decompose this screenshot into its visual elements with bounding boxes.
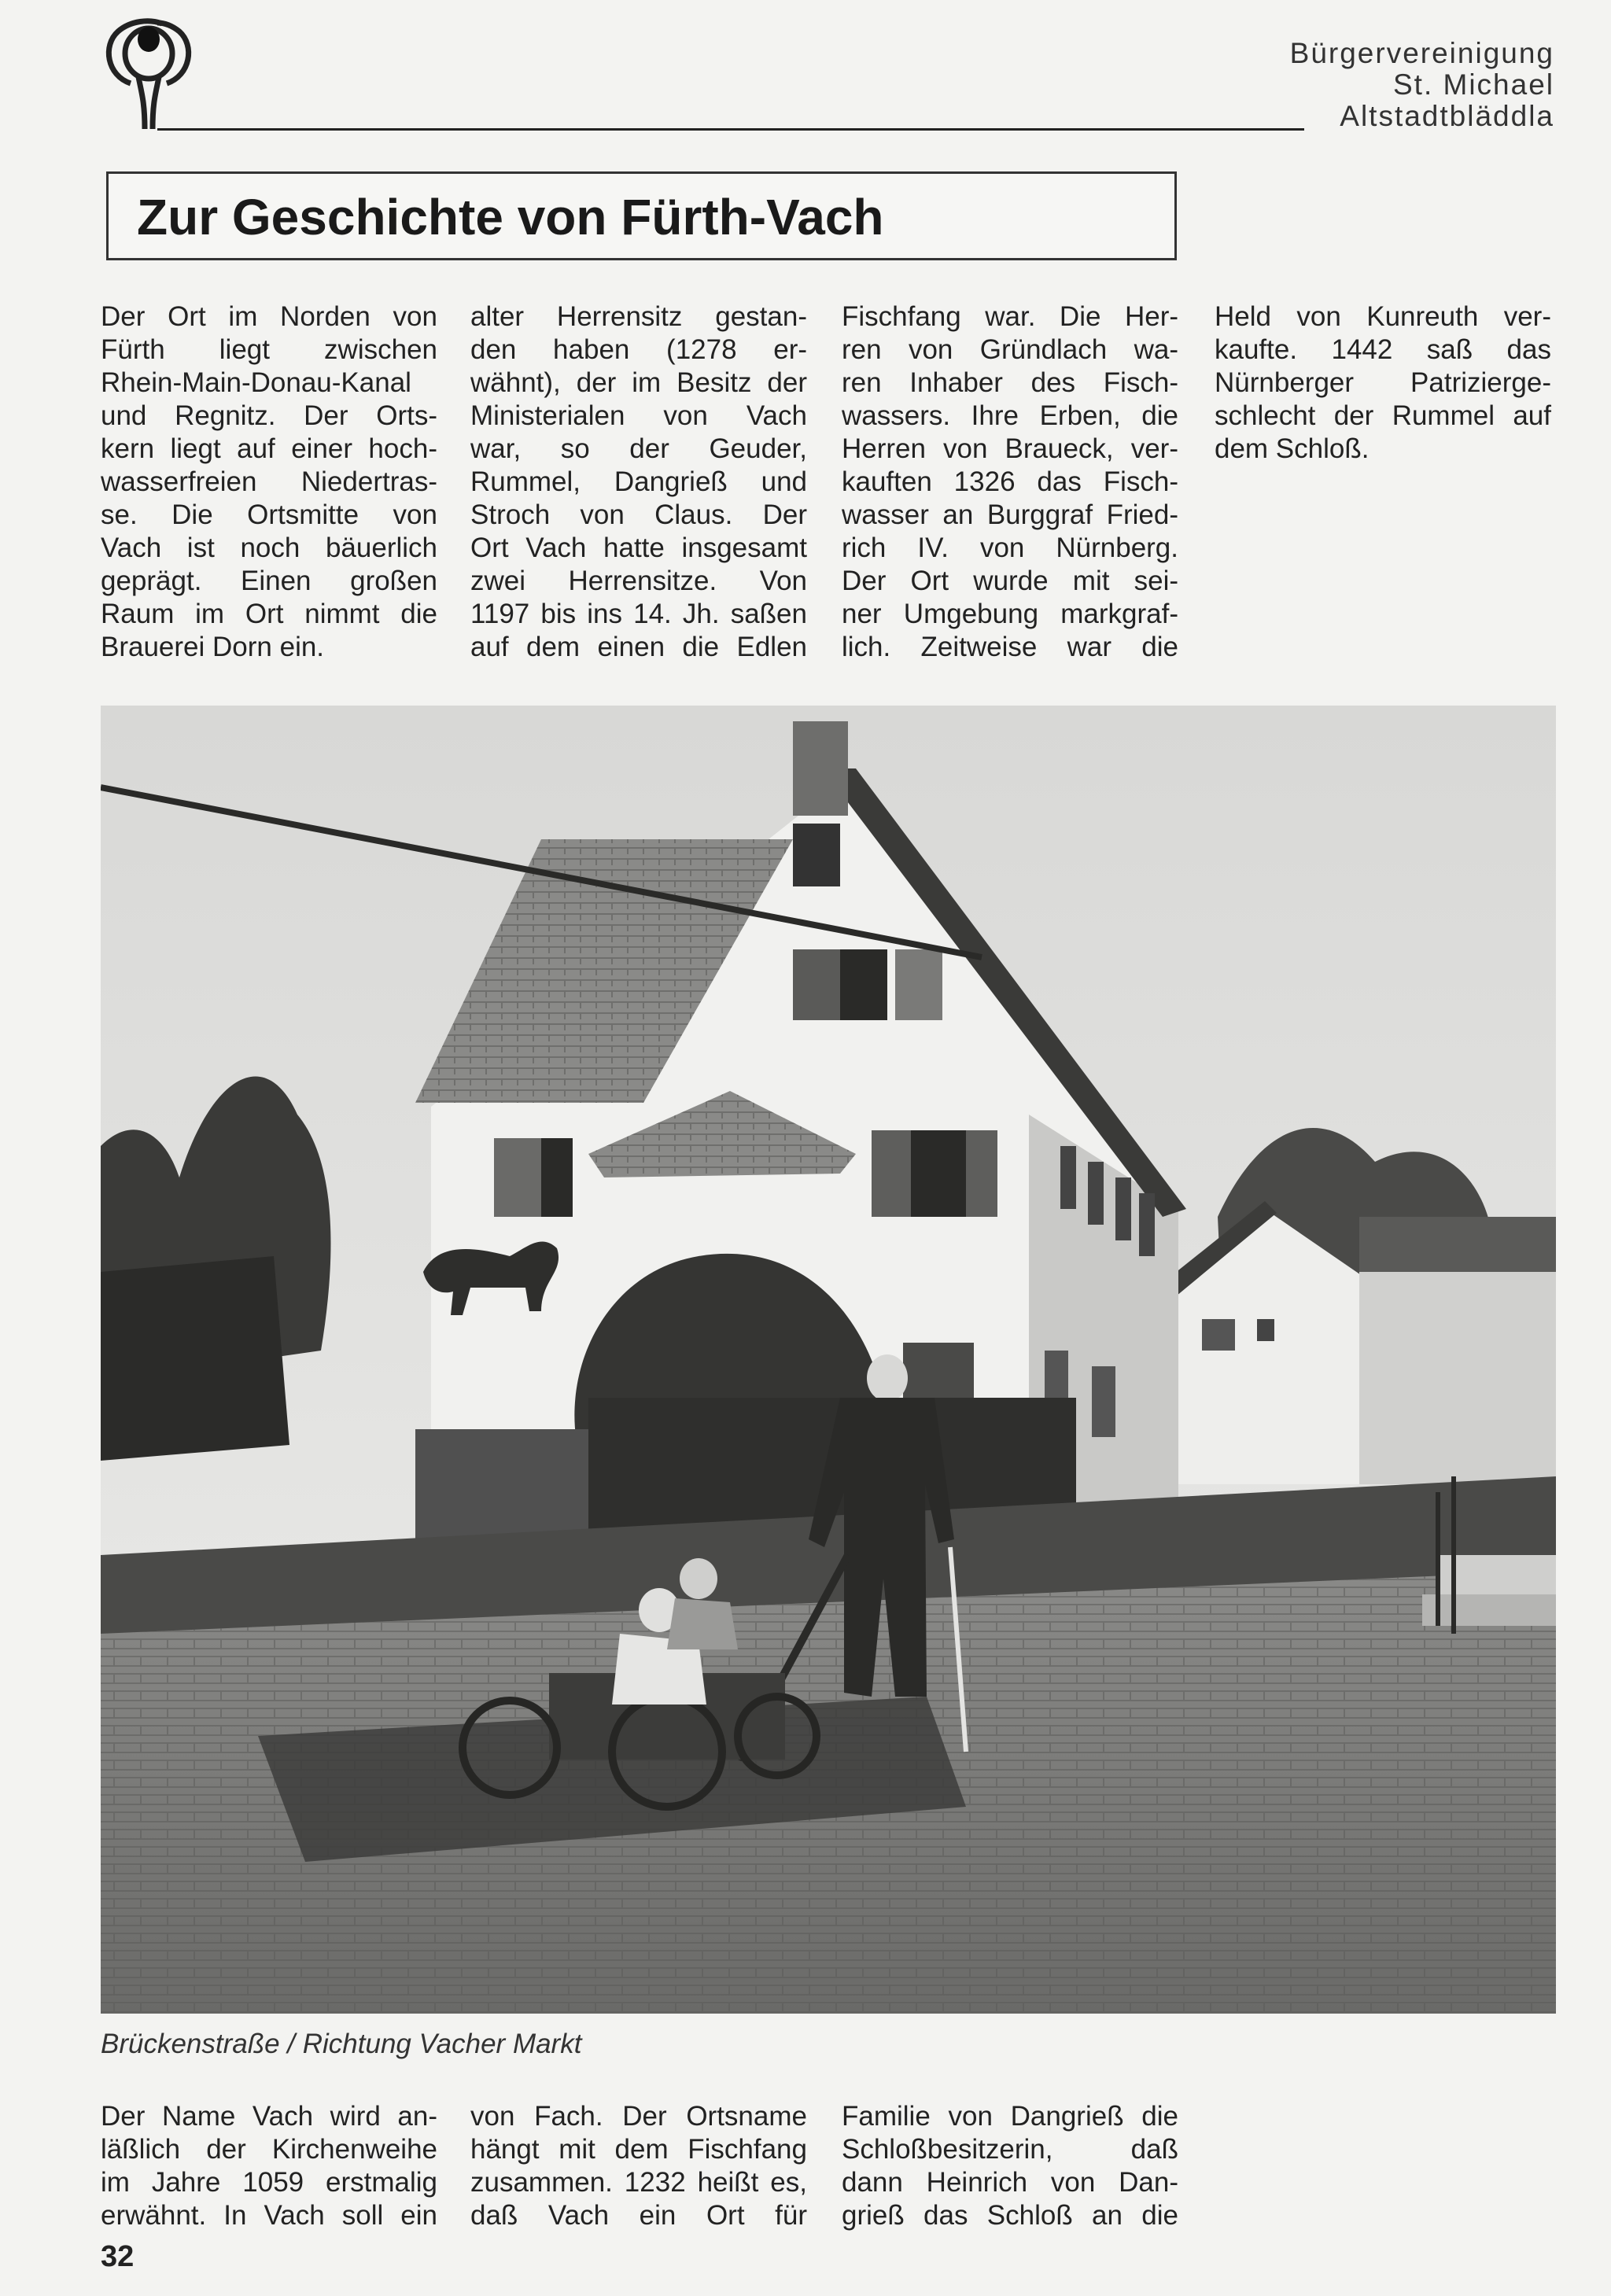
text-line: Schloßbesitzerin, daß xyxy=(842,2134,1178,2165)
text-line: Rummel, Dangrieß und xyxy=(470,466,807,497)
text-line: Familie von Dangrieß die xyxy=(842,2101,1178,2132)
text-line: Nürnberger Patrizierge- xyxy=(1215,367,1551,398)
publisher-line: Altstadtbläddla xyxy=(1340,100,1554,132)
text-line: ren Inhaber des Fisch- xyxy=(842,367,1178,398)
publisher-line: St. Michael xyxy=(1392,68,1554,101)
text-column-1 xyxy=(101,300,437,664)
text-line: den haben (1278 er- xyxy=(470,334,807,365)
text-line: war, so der Geuder, xyxy=(470,433,807,464)
text-line: se. Die Ortsmitte von xyxy=(101,499,437,530)
association-logo-icon xyxy=(99,14,198,129)
text-line: Ministerialen von Vach xyxy=(470,400,807,431)
text-line: kauften 1326 das Fisch- xyxy=(842,466,1178,497)
text-line: Fürth liegt zwischen xyxy=(101,334,437,365)
text-line: Der Ort im Norden von xyxy=(101,301,437,332)
text-line: kaufte. 1442 saß das xyxy=(1215,334,1551,365)
text-line: läßlich der Kirchenweihe xyxy=(101,2134,437,2165)
text-line: Held von Kunreuth ver- xyxy=(1215,301,1551,332)
text-line: wasser an Burggraf Fried- xyxy=(842,499,1178,530)
text-line: Raum im Ort nimmt die xyxy=(101,599,437,629)
text-column-bottom-1 xyxy=(101,2100,437,2232)
text-line: Der Ort wurde mit sei- xyxy=(842,566,1178,596)
text-line: Brauerei Dorn ein. xyxy=(101,632,325,662)
publisher-name xyxy=(1290,38,1554,132)
text-column-bottom-3 xyxy=(842,2100,1178,2232)
text-line: daß Vach ein Ort für xyxy=(470,2200,807,2231)
text-line: lich. Zeitweise war die xyxy=(842,632,1178,662)
text-column-bottom-2 xyxy=(470,2100,807,2232)
page-number: 32 xyxy=(101,2240,135,2273)
text-column-4 xyxy=(1215,300,1551,466)
text-line: kern liegt auf einer hoch- xyxy=(101,433,437,464)
historic-street-photo xyxy=(101,706,1556,2014)
article-title: Zur Geschichte von Fürth-Vach xyxy=(137,189,884,245)
text-line: im Jahre 1059 erstmalig xyxy=(101,2167,437,2198)
text-line: ner Umgebung markgraf- xyxy=(842,599,1178,629)
text-line: Vach ist noch bäuerlich xyxy=(101,533,437,563)
text-line: schlecht der Rummel auf xyxy=(1215,400,1551,431)
text-line: wähnt), der im Besitz der xyxy=(470,367,807,398)
text-line: Herren von Braueck, ver- xyxy=(842,433,1178,464)
text-line: auf dem einen die Edlen xyxy=(470,632,807,662)
text-line: wasserfreien Niedertras- xyxy=(101,466,437,497)
text-line: Fischfang war. Die Her- xyxy=(842,301,1178,332)
text-line: von Fach. Der Ortsname xyxy=(470,2101,807,2132)
text-line: dem Schloß. xyxy=(1215,433,1370,464)
text-line: zwei Herrensitze. Von xyxy=(470,566,807,596)
text-line: grieß das Schloß an die xyxy=(842,2200,1178,2231)
text-line: ren von Gründlach wa- xyxy=(842,334,1178,365)
text-line: Rhein-Main-Donau-Kanal xyxy=(101,367,411,398)
title-box xyxy=(106,171,1177,260)
photo-caption: Brückenstraße / Richtung Vacher Markt xyxy=(101,2029,582,2059)
text-line: und Regnitz. Der Orts- xyxy=(101,400,437,431)
text-line: hängt mit dem Fischfang xyxy=(470,2134,807,2165)
text-line: wassers. Ihre Erben, die xyxy=(842,400,1178,431)
text-column-2 xyxy=(470,300,807,664)
text-line: Der Name Vach wird an- xyxy=(101,2101,437,2132)
text-line: erwähnt. In Vach soll ein xyxy=(101,2200,437,2231)
text-line: alter Herrensitz gestan- xyxy=(470,301,807,332)
text-line: Ort Vach hatte insgesamt xyxy=(470,533,807,563)
text-line: rich IV. von Nürnberg. xyxy=(842,533,1178,563)
text-line: geprägt. Einen großen xyxy=(101,566,437,596)
text-line: Stroch von Claus. Der xyxy=(470,499,807,530)
publisher-line: Bürgervereinigung xyxy=(1289,37,1554,69)
text-line: zusammen. 1232 heißt es, xyxy=(470,2167,807,2198)
text-column-3 xyxy=(842,300,1178,664)
header-divider xyxy=(157,128,1304,131)
text-line: dann Heinrich von Dan- xyxy=(842,2167,1178,2198)
text-line: 1197 bis ins 14. Jh. saßen xyxy=(470,599,807,629)
